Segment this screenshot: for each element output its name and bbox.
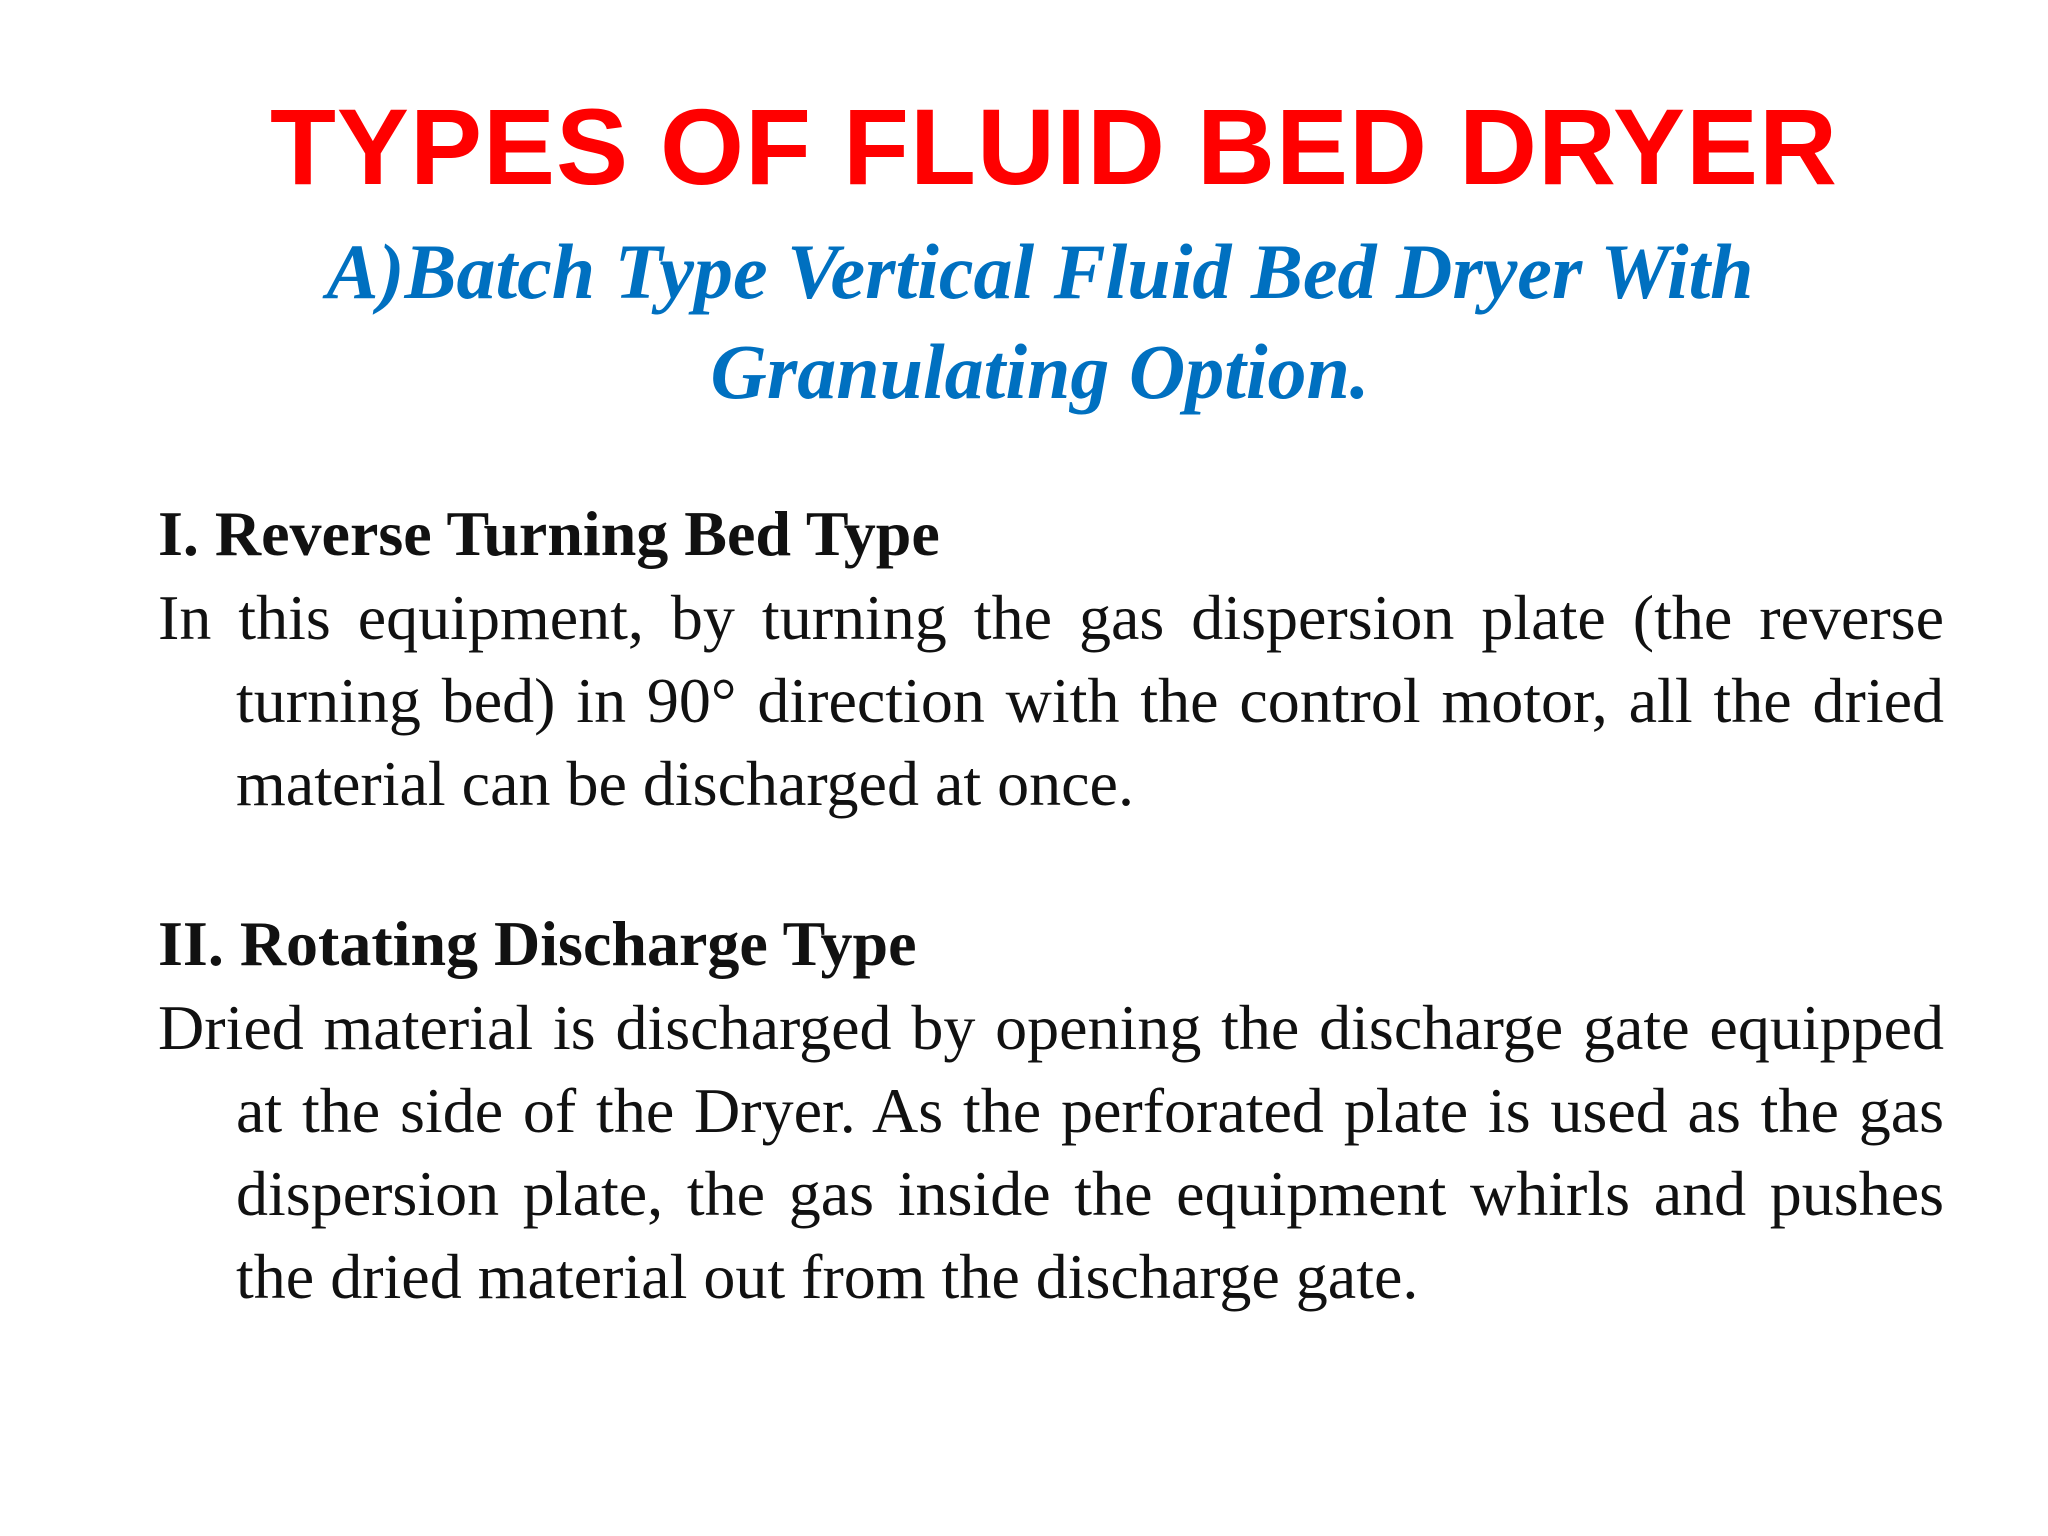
section-rotating-discharge — [158, 902, 1944, 1318]
section-body: In this equipment, by turning the gas dispersion plate (the reverse turning bed) in 90° direction with the control motor, all the dried material can be discharged at once. — [158, 582, 1944, 819]
slide-subtitle: A)Batch Type Vertical Fluid Bed Dryer With Granulating Option. — [326, 228, 1754, 415]
section-heading: II. Rotating Discharge Type — [158, 908, 917, 979]
section-body: Dried material is discharged by opening the discharge gate equipped at the side of the Dryer. As the perforated plate is used as the gas dispersion plate, the gas inside the equipment whirls and pushes the dried material out from the discharge gate. — [158, 992, 1944, 1312]
section-reverse-turning-bed — [158, 492, 1944, 825]
section-heading: I. Reverse Turning Bed Type — [158, 498, 940, 569]
slide-title: TYPES OF FLUID BED DRYER — [269, 86, 1839, 207]
